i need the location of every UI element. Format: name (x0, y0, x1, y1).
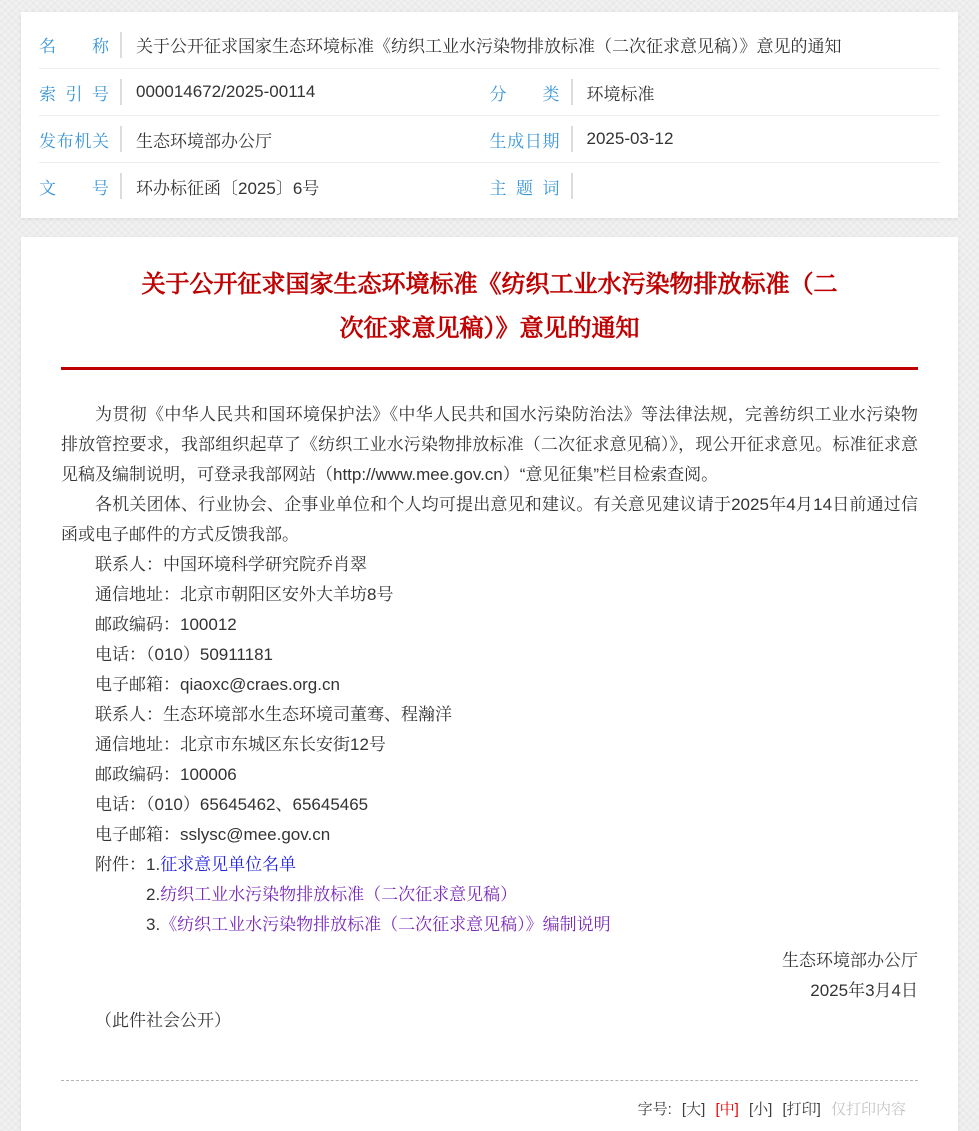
attachments-label: 附件： (95, 855, 146, 874)
article-card (21, 237, 958, 1131)
meta-value-index: 000014672/2025-00114 (136, 82, 316, 101)
meta-cell-date (490, 126, 941, 152)
paragraph-legal-basis: 为贯彻《中华人民共和国环境保护法》《中华人民共和国水污染防治法》等法律法规，完善纺织工业水污染物排放管控要求，我部组织起草了《纺织工业水污染物排放标准（二次征求意见稿）》，现公开征求意见。标准征求意见稿及编制说明，可登录我部网站（http://www.mee.gov.cn）“意见征集”栏目检索查阅。 (61, 405, 918, 484)
label-separator (571, 173, 573, 199)
paragraph-feedback-deadline: 各机关团体、行业协会、企事业单位和个人均可提出意见和建议。有关意见建议请于2025年4月14日前通过信函或电子邮件的方式反馈我部。 (61, 495, 918, 544)
signature-date: 2025年3月4日 (810, 981, 918, 1000)
meta-label-docno: 文号 (39, 178, 109, 198)
contact-line: 联系人：中国环境科学研究院乔肖翠 (95, 555, 367, 574)
meta-cell-issuer (39, 126, 490, 152)
label-separator (571, 79, 573, 105)
meta-value-name: 关于公开征求国家生态环境标准《纺织工业水污染物排放标准（二次征求意见稿）》意见的通知 (136, 37, 842, 56)
meta-cell-docno (39, 173, 490, 199)
attachment-line (61, 880, 918, 910)
attachment-line (61, 850, 918, 880)
meta-value-date: 2025-03-12 (586, 129, 674, 148)
document-meta-card (21, 12, 958, 218)
signature-issuer: 生态环境部办公厅 (782, 951, 918, 970)
contact-line: 邮政编码：100012 (95, 615, 237, 634)
contact-line: 联系人：生态环境部水生态环境司董骞、程瀚洋 (95, 705, 452, 724)
meta-value-category: 环境标准 (586, 84, 655, 104)
meta-cell-name (39, 32, 940, 58)
meta-cell-subject (490, 173, 941, 199)
contact-line: 电子邮箱：qiaoxc@craes.org.cn (95, 675, 340, 694)
title-divider-rule (61, 367, 918, 370)
font-size-toolbar (61, 1081, 918, 1131)
signature-block (61, 946, 918, 1006)
contact-line: 通信地址：北京市朝阳区安外大羊坊8号 (95, 585, 394, 604)
font-size-medium-button[interactable]: [中] (715, 1101, 739, 1118)
meta-row-docno-subject (39, 162, 940, 209)
meta-label-name: 名称 (39, 37, 109, 56)
public-disclosure-note: （此件社会公开） (95, 1011, 231, 1030)
meta-value-docno: 环办标征函〔2025〕6号 (136, 178, 320, 198)
meta-cell-index (39, 79, 490, 105)
contact-line: 电话：（010）50911181 (95, 645, 273, 664)
label-separator (120, 126, 122, 152)
meta-label-index: 索引号 (39, 84, 109, 104)
contact-line: 电话：（010）65645462、65645465 (95, 795, 369, 814)
meta-label-subject: 主题词 (489, 178, 560, 198)
label-separator (571, 126, 573, 152)
contact-line: 通信地址：北京市东城区东长安街12号 (95, 735, 386, 754)
font-size-label: 字号: (637, 1101, 672, 1118)
attachment-line (61, 910, 918, 940)
attachment-link-standard-draft[interactable]: 纺织工业水污染物排放标准（二次征求意见稿） (160, 885, 518, 904)
meta-row-name (39, 21, 940, 68)
meta-label-date: 生成日期 (489, 131, 560, 151)
print-only-note: 仅打印内容 (830, 1101, 906, 1118)
print-button[interactable]: [打印] (782, 1101, 821, 1118)
label-separator (120, 79, 122, 105)
article-title: 关于公开征求国家生态环境标准《纺织工业水污染物排放标准（二次征求意见稿）》意见的通知 (141, 271, 838, 342)
meta-label-issuer: 发布机关 (39, 131, 109, 151)
label-separator (120, 173, 122, 199)
meta-value-issuer: 生态环境部办公厅 (136, 131, 272, 151)
contact-line: 电子邮箱：sslysc@mee.gov.cn (95, 825, 331, 844)
attachment-link-compilation-notes[interactable]: 《纺织工业水污染物排放标准（二次征求意见稿）》编制说明 (160, 915, 611, 934)
meta-row-index-category (39, 68, 940, 115)
attachment-number: 1. (146, 855, 161, 874)
font-size-small-button[interactable]: [小] (748, 1101, 773, 1118)
attachment-number: 2. (146, 885, 161, 904)
contact-line: 邮政编码：100006 (95, 765, 237, 784)
attachment-number: 3. (146, 915, 161, 934)
meta-label-category: 分类 (489, 84, 560, 104)
font-size-large-button[interactable]: [大] (681, 1101, 706, 1118)
meta-row-issuer-date (39, 115, 940, 162)
meta-cell-category (490, 79, 941, 105)
article-body (61, 400, 918, 1036)
attachment-link-unit-list[interactable]: 征求意见单位名单 (160, 855, 297, 874)
label-separator (120, 32, 122, 58)
